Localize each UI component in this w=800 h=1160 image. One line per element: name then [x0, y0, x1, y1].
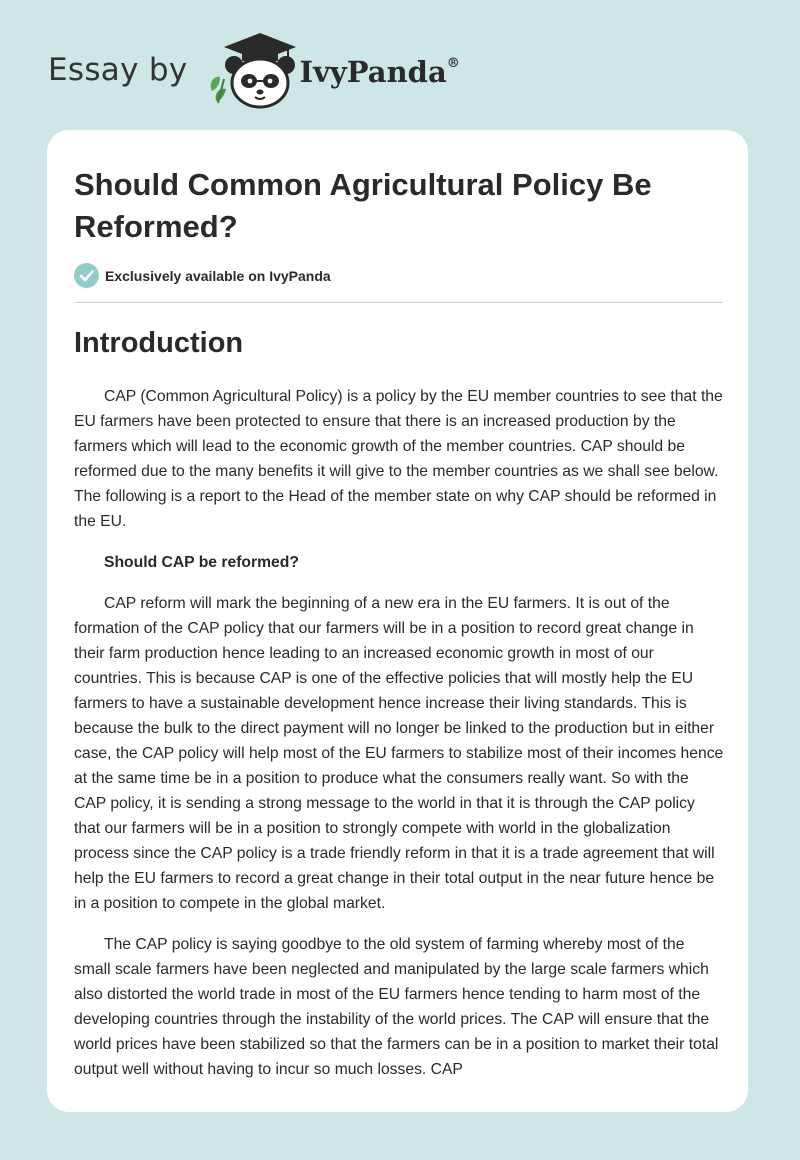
paragraph: CAP reform will mark the beginning of a new era in the EU farmers. It is out of the formation of the CAP policy that our farmers will be in a position to record great change in their farm production hence leading to an increased economic growth in most of our countries. This is because CAP is one of the effective policies that will mostly help the EU farmers to have a sustainable development hence increase their living standards. This is because the bulk to the direct payment will no longer be linked to the production but in either case, the CAP policy will help most of the EU farmers to stabilize most of their incomes hence at the same time be in a position to produce what the consumers really want. So with the CAP policy, it is sending a strong message to the world in that it is through the CAP policy that our farmers will be in a position to strongly compete with world in the globalization process since the CAP policy is a trade friendly reform in that it is a trade agreement that will help the EU farmers to record a great change in their total output in the near future hence be in a position to compete in the global market.	[74, 595, 724, 912]
check-circle-icon	[74, 263, 99, 288]
subheading: Should CAP be reformed?	[104, 554, 299, 571]
essay-card	[47, 130, 748, 1112]
exclusive-badge	[74, 263, 331, 288]
essay-body	[74, 384, 724, 1098]
panda-graduate-icon[interactable]	[204, 31, 296, 109]
essay-title: Should Common Agricultural Policy Be Reformed?	[74, 167, 652, 244]
section-heading: Introduction	[74, 327, 244, 359]
site-header	[48, 30, 460, 110]
brand-text: IvyPanda	[299, 55, 447, 89]
paragraph: CAP (Common Agricultural Policy) is a policy by the EU member countries to see that the EU farmers have been protected to ensure that there is an increased production by the farmers which will lead to the economic growth of the member countries. CAP should be reformed due to the many benefits it will give to the member countries as we shall see below. The following is a report to the Head of the member state on why CAP should be reformed in the EU.	[74, 388, 723, 530]
paragraph: The CAP policy is saying goodbye to the old system of farming whereby most of the small scale farmers have been neglected and manipulated by the large scale farmers which also distorted the world trade in most of the EU farmers hence tending to harm most of the developing countries through the instability of the world prices. The CAP will ensure that the world prices have been stabilized so that the farmers can be in a position to market their total output well without having to incur so much losses. CAP	[74, 936, 719, 1078]
exclusive-label: Exclusively available on IvyPanda	[105, 267, 331, 284]
brand-name[interactable]	[300, 55, 460, 89]
divider	[74, 302, 723, 303]
essay-by-label: Essay by	[48, 52, 188, 88]
registered-mark: ®	[446, 56, 460, 72]
